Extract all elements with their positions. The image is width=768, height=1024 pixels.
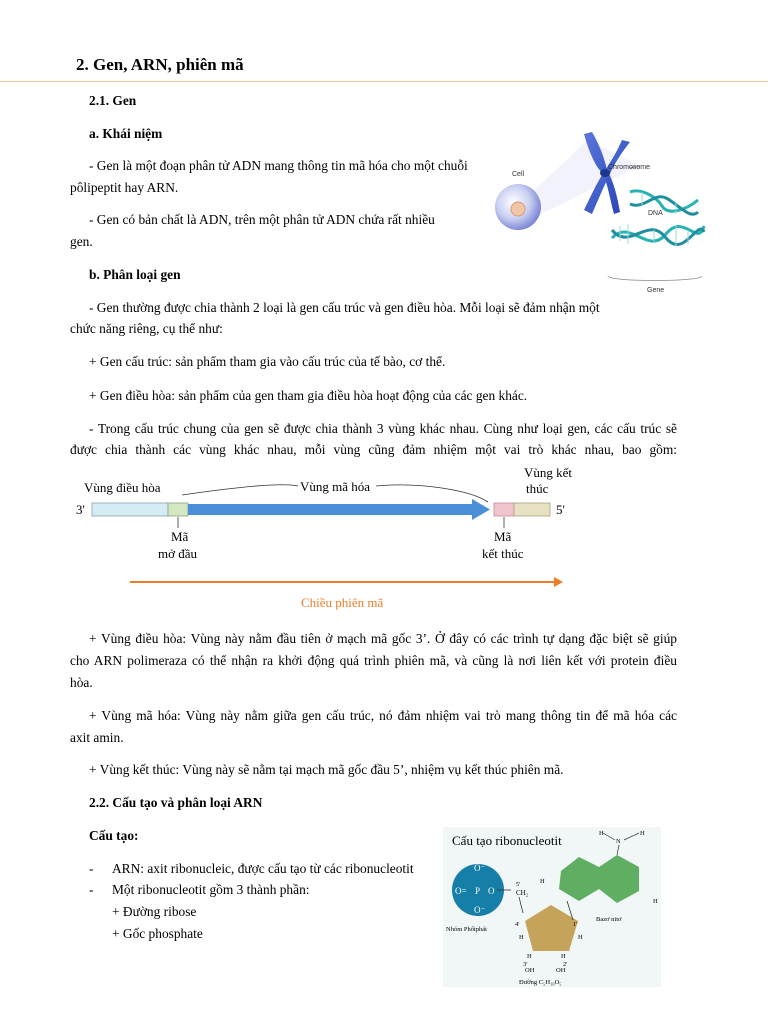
oh-c2: OH	[556, 967, 566, 974]
sugar-label: Đường C₅H₁₀O₅	[519, 979, 562, 986]
h-base-right: H	[653, 898, 658, 905]
phosphate-o-bottom: O⁻	[474, 905, 486, 915]
start-codon-label-line2: mở đầu	[158, 546, 198, 561]
phosphate-label: Nhóm Phốtphát	[446, 926, 487, 933]
coding-bracket-left	[182, 485, 298, 495]
cell-label: Cell	[512, 171, 525, 178]
terminator-label-line1: Vùng kết	[524, 465, 573, 480]
coding-region-label: Vùng mã hóa	[300, 479, 371, 494]
end-5-label: 5'	[556, 502, 565, 517]
transcription-direction-arrow	[130, 577, 563, 587]
dna-label: DNA	[648, 210, 663, 217]
c1-label: 1'	[573, 921, 578, 928]
stop-codon-label-line1: Mã	[494, 529, 512, 544]
stop-codon-label-line2: kết thúc	[482, 546, 524, 561]
region2-line2: axit amin.	[70, 730, 124, 745]
ch2-label: CH₂	[516, 889, 529, 897]
gene-bracket	[608, 276, 702, 281]
ribonucleotide-figure	[443, 827, 661, 987]
arn-sub-2: + Gốc phosphate	[112, 926, 203, 941]
dna-helix-icon	[612, 191, 704, 246]
section-heading: 2. Gen, ARN, phiên mã	[76, 55, 244, 74]
start-codon-label-line1: Mã	[171, 529, 189, 544]
start-codon-segment	[168, 503, 188, 516]
region1-line1: + Vùng điều hòa: Vùng này nằm đầu tiên ở mạch mã gốc 3’. Ở đây có các trình tự dạng đặc biệt sẽ giúp	[89, 631, 677, 646]
oh-c3: OH	[525, 967, 535, 974]
h-amine-right: H	[640, 830, 645, 837]
bullet-dash-2: -	[89, 882, 94, 897]
phosphate-o-double: O=	[455, 886, 467, 896]
arn-title: 2.2. Cấu tạo và phân loại ARN	[89, 795, 263, 810]
heading-rule	[0, 81, 768, 82]
regulatory-segment	[92, 503, 168, 516]
gene-label: Gene	[647, 287, 665, 294]
class-p1-line2: chức năng riêng, cụ thể như:	[70, 321, 223, 336]
concept-p2-line1: - Gen có bản chất là ADN, trên một phân tử ADN chứa rất nhiều	[89, 212, 435, 227]
concept-p2-line2: gen.	[70, 234, 93, 249]
gene-structure-diagram	[70, 460, 590, 616]
coding-arrow	[188, 499, 490, 520]
base-label: Bazơ nitơ	[596, 916, 622, 923]
region2-line1: + Vùng mã hóa: Vùng này nằm giữa gen cấu trúc, nó đảm nhiệm vai trò mang thông tin để mã hóa các	[89, 708, 677, 723]
regulatory-region-label: Vùng điều hòa	[84, 480, 161, 495]
arn-bullet-2: Một ribonucleotit gồm 3 thành phần:	[112, 882, 310, 897]
phosphate-o-right: O	[488, 886, 495, 896]
terminator-segment	[514, 503, 550, 516]
bullet-dash-1: -	[89, 861, 94, 876]
struct-p-line2: được chia thành các vùng khác nhau, mỗi vùng cũng đảm nhiệm một vai trò khác nhau, bao gồm:	[70, 442, 677, 457]
terminator-label-line2: thúc	[526, 481, 549, 496]
h-c1: H	[578, 934, 583, 941]
gen-title: 2.1. Gen	[89, 93, 137, 108]
region1-line2: cho ARN polimeraza có thể nhận ra khởi động quá trình phiên mã, và cũng là nơi liên kết với protein điều	[70, 653, 677, 668]
class-p3: + Gen điều hòa: sản phẩm của gen tham gia điều hòa hoạt động của các gen khác.	[89, 388, 528, 403]
struct-p-line1: - Trong cấu trúc chung của gen sẽ được chia thành 3 vùng khác nhau. Cùng như loại gen, các cấu trúc sẽ	[89, 421, 677, 436]
phosphate-p: P	[475, 886, 481, 896]
arn-sub-1: + Đường ribose	[112, 904, 197, 919]
zoom-cone	[528, 140, 640, 218]
c4-label: 4'	[515, 921, 520, 928]
end-3-label: 3'	[76, 502, 85, 517]
c3-label: 3'	[523, 961, 528, 968]
h-c2: H	[561, 953, 566, 960]
transcription-direction-label: Chiều phiên mã	[301, 595, 384, 610]
stop-codon-segment	[494, 503, 514, 516]
arn-bullet-1: ARN: axit ribonucleic, được cấu tạo từ các ribonucleotit	[112, 861, 414, 876]
phosphate-o-top: O⁻	[474, 863, 486, 873]
c2-label: 2'	[563, 961, 568, 968]
chromosome-label: Chromosome	[608, 164, 651, 171]
class-p2: + Gen cấu trúc: sản phẩm tham gia vào cấu trúc của tế bào, cơ thể.	[89, 354, 446, 369]
class-p1-line1: - Gen thường được chia thành 2 loại là gen cấu trúc và gen điều hòa. Mỗi loại sẽ đảm nhận một	[89, 300, 600, 315]
ribo-figure-title: Cấu tạo ribonucleotit	[452, 833, 562, 848]
n-amine: N	[616, 838, 621, 845]
concept-title: a. Khái niệm	[89, 126, 163, 141]
class-title: b. Phân loại gen	[89, 267, 181, 282]
arn-struct-title: Cấu tạo:	[89, 828, 139, 843]
h-c3: H	[527, 953, 532, 960]
chromosome-dna-figure	[490, 126, 712, 298]
h-base-left: H	[540, 878, 545, 885]
region3: + Vùng kết thúc: Vùng này sẽ nằm tại mạch mã gốc đầu 5’, nhiệm vụ kết thúc phiên mã.	[89, 762, 564, 777]
h-c4: H	[519, 934, 524, 941]
coding-bracket-right	[376, 485, 488, 502]
nucleus-icon	[511, 202, 525, 216]
c5-label: 5'	[516, 882, 521, 888]
concept-p1-line1: - Gen là một đoạn phân tử ADN mang thông tin mã hóa cho một chuỗi	[89, 158, 468, 173]
region1-line3: hòa.	[70, 675, 93, 690]
concept-p1-line2: pôlipeptit hay ARN.	[70, 180, 179, 195]
h-amine-left: H	[599, 830, 604, 837]
